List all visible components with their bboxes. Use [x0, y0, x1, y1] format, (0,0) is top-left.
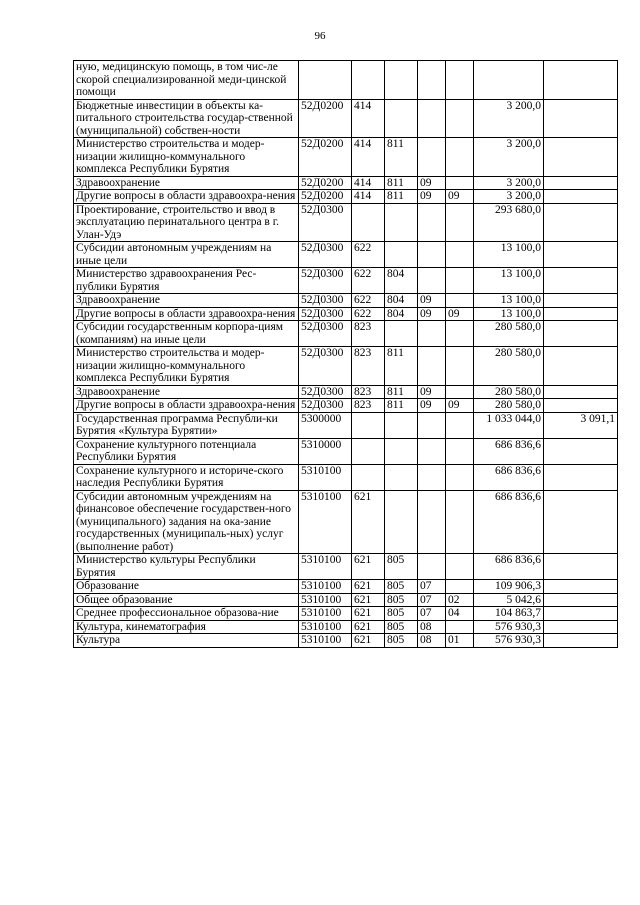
name-cell: Проектирование, строительство и ввод в эксплуатацию перинатального центра в г. Улан-Удэ: [74, 203, 299, 242]
amount-cell: 5 042,6: [474, 593, 544, 607]
extra-amount-cell: [544, 464, 618, 490]
expense-type-cell: 621: [352, 634, 385, 648]
expense-type-cell: 621: [352, 554, 385, 580]
table-row: [74, 99, 618, 138]
subsection-cell: 09: [446, 399, 474, 413]
table-row: [74, 321, 618, 347]
table-row: [74, 61, 618, 100]
extra-amount-cell: [544, 593, 618, 607]
table-row: [74, 607, 618, 621]
extra-amount-cell: [544, 203, 618, 242]
name-cell: Бюджетные инвестиции в объекты ка-питального строительства государ-ственной (муниципальной) собствен-ности: [74, 99, 299, 138]
amount-cell: 293 680,0: [474, 203, 544, 242]
amount-cell: 3 200,0: [474, 138, 544, 177]
expense-type-cell: 414: [352, 190, 385, 204]
section-cell: [418, 321, 446, 347]
extra-amount-cell: [544, 385, 618, 399]
amount-cell: 3 200,0: [474, 99, 544, 138]
extra-amount-cell: [544, 321, 618, 347]
department-cell: 811: [385, 385, 418, 399]
extra-amount-cell: [544, 490, 618, 554]
name-cell: Государственная программа Республи-ки Бурятия «Культура Бурятии»: [74, 412, 299, 438]
subsection-cell: [446, 620, 474, 634]
name-cell: Культура, кинематография: [74, 620, 299, 634]
section-cell: [418, 268, 446, 294]
department-cell: 804: [385, 307, 418, 321]
expense-type-cell: [352, 412, 385, 438]
subsection-cell: [446, 464, 474, 490]
subsection-cell: [446, 347, 474, 386]
subsection-cell: 02: [446, 593, 474, 607]
table-row: [74, 399, 618, 413]
target-code-cell: 52Д0300: [299, 321, 352, 347]
expense-type-cell: 621: [352, 580, 385, 594]
amount-cell: 13 100,0: [474, 268, 544, 294]
target-code-cell: 52Д0300: [299, 399, 352, 413]
table-row: [74, 438, 618, 464]
subsection-cell: [446, 138, 474, 177]
department-cell: 805: [385, 593, 418, 607]
extra-amount-cell: [544, 99, 618, 138]
table-row: [74, 580, 618, 594]
department-cell: [385, 203, 418, 242]
name-cell: Общее образование: [74, 593, 299, 607]
section-cell: [418, 347, 446, 386]
department-cell: [385, 99, 418, 138]
subsection-cell: [446, 580, 474, 594]
extra-amount-cell: [544, 399, 618, 413]
extra-amount-cell: [544, 607, 618, 621]
name-cell: Образование: [74, 580, 299, 594]
expense-type-cell: 622: [352, 268, 385, 294]
target-code-cell: 52Д0300: [299, 268, 352, 294]
name-cell: Сохранение культурного потенциала Республики Бурятия: [74, 438, 299, 464]
section-cell: 07: [418, 580, 446, 594]
expense-type-cell: [352, 203, 385, 242]
department-cell: [385, 412, 418, 438]
department-cell: [385, 242, 418, 268]
section-cell: [418, 61, 446, 100]
name-cell: ную, медицинскую помощь, в том чис-ле скорой специализированной меди-цинской помощи: [74, 61, 299, 100]
table-row: [74, 294, 618, 308]
extra-amount-cell: [544, 634, 618, 648]
table-row: [74, 464, 618, 490]
target-code-cell: 5310100: [299, 580, 352, 594]
table-row: [74, 307, 618, 321]
amount-cell: [474, 61, 544, 100]
target-code-cell: 52Д0300: [299, 203, 352, 242]
section-cell: 08: [418, 620, 446, 634]
section-cell: [418, 490, 446, 554]
subsection-cell: [446, 203, 474, 242]
department-cell: 804: [385, 268, 418, 294]
name-cell: Субсидии государственным корпора-циям (компаниям) на иные цели: [74, 321, 299, 347]
expense-type-cell: 622: [352, 307, 385, 321]
expense-type-cell: 823: [352, 385, 385, 399]
extra-amount-cell: [544, 138, 618, 177]
subsection-cell: [446, 242, 474, 268]
amount-cell: 686 836,6: [474, 464, 544, 490]
section-cell: [418, 554, 446, 580]
extra-amount-cell: [544, 580, 618, 594]
target-code-cell: 52Д0300: [299, 242, 352, 268]
target-code-cell: 5310100: [299, 607, 352, 621]
subsection-cell: 09: [446, 307, 474, 321]
target-code-cell: 52Д0200: [299, 138, 352, 177]
expense-type-cell: 414: [352, 176, 385, 190]
extra-amount-cell: [544, 620, 618, 634]
department-cell: 811: [385, 399, 418, 413]
subsection-cell: [446, 176, 474, 190]
page-number: 96: [314, 30, 326, 42]
department-cell: [385, 490, 418, 554]
subsection-cell: [446, 438, 474, 464]
table-row: [74, 268, 618, 294]
department-cell: 811: [385, 138, 418, 177]
table-row: [74, 203, 618, 242]
name-cell: Культура: [74, 634, 299, 648]
name-cell: Сохранение культурного и историче-ского наследия Республики Бурятия: [74, 464, 299, 490]
department-cell: 811: [385, 347, 418, 386]
target-code-cell: 5310100: [299, 620, 352, 634]
target-code-cell: 5310100: [299, 464, 352, 490]
amount-cell: 13 100,0: [474, 307, 544, 321]
amount-cell: 109 906,3: [474, 580, 544, 594]
target-code-cell: [299, 61, 352, 100]
subsection-cell: [446, 294, 474, 308]
expense-type-cell: [352, 61, 385, 100]
expense-type-cell: 823: [352, 399, 385, 413]
target-code-cell: 5310100: [299, 554, 352, 580]
target-code-cell: 52Д0200: [299, 176, 352, 190]
table-row: [74, 593, 618, 607]
amount-cell: 104 863,7: [474, 607, 544, 621]
expense-type-cell: 621: [352, 490, 385, 554]
expense-type-cell: [352, 438, 385, 464]
amount-cell: 13 100,0: [474, 242, 544, 268]
name-cell: Здравоохранение: [74, 176, 299, 190]
extra-amount-cell: [544, 307, 618, 321]
budget-table: [73, 60, 618, 648]
table-row: [74, 490, 618, 554]
department-cell: 804: [385, 294, 418, 308]
amount-cell: 280 580,0: [474, 399, 544, 413]
table-row: [74, 138, 618, 177]
expense-type-cell: 622: [352, 242, 385, 268]
subsection-cell: [446, 490, 474, 554]
amount-cell: 280 580,0: [474, 347, 544, 386]
department-cell: 805: [385, 620, 418, 634]
department-cell: [385, 464, 418, 490]
target-code-cell: 52Д0300: [299, 294, 352, 308]
name-cell: Субсидии автономным учреждениям на финансовое обеспечение государствен-ного (муниципального) задания на ока-зание государственных (муниципаль-ных) услуг (выполнение работ): [74, 490, 299, 554]
section-cell: [418, 138, 446, 177]
extra-amount-cell: [544, 438, 618, 464]
name-cell: Другие вопросы в области здравоохра-нения: [74, 307, 299, 321]
target-code-cell: 52Д0200: [299, 190, 352, 204]
target-code-cell: 52Д0300: [299, 385, 352, 399]
section-cell: [418, 242, 446, 268]
table-row: [74, 634, 618, 648]
subsection-cell: [446, 554, 474, 580]
target-code-cell: 5310100: [299, 490, 352, 554]
section-cell: [418, 99, 446, 138]
target-code-cell: 5310100: [299, 593, 352, 607]
table-row: [74, 620, 618, 634]
department-cell: 805: [385, 634, 418, 648]
extra-amount-cell: [544, 176, 618, 190]
subsection-cell: 09: [446, 190, 474, 204]
amount-cell: 1 033 044,0: [474, 412, 544, 438]
department-cell: 811: [385, 190, 418, 204]
subsection-cell: 04: [446, 607, 474, 621]
table-row: [74, 176, 618, 190]
subsection-cell: [446, 321, 474, 347]
target-code-cell: 52Д0300: [299, 307, 352, 321]
section-cell: [418, 203, 446, 242]
table-row: [74, 242, 618, 268]
target-code-cell: 5300000: [299, 412, 352, 438]
expense-type-cell: 823: [352, 321, 385, 347]
name-cell: Министерство строительства и модер-низации жилищно-коммунального комплекса Республики Бурятия: [74, 138, 299, 177]
name-cell: Другие вопросы в области здравоохра-нения: [74, 399, 299, 413]
name-cell: Министерство культуры Республики Бурятия: [74, 554, 299, 580]
department-cell: [385, 321, 418, 347]
subsection-cell: [446, 385, 474, 399]
expense-type-cell: 414: [352, 138, 385, 177]
subsection-cell: [446, 412, 474, 438]
department-cell: [385, 438, 418, 464]
section-cell: 09: [418, 294, 446, 308]
amount-cell: 13 100,0: [474, 294, 544, 308]
extra-amount-cell: 3 091,1: [544, 412, 618, 438]
extra-amount-cell: [544, 268, 618, 294]
name-cell: Здравоохранение: [74, 385, 299, 399]
target-code-cell: 5310100: [299, 634, 352, 648]
name-cell: Министерство здравоохранения Рес-публики Бурятия: [74, 268, 299, 294]
amount-cell: 686 836,6: [474, 438, 544, 464]
target-code-cell: 52Д0200: [299, 99, 352, 138]
name-cell: Среднее профессиональное образова-ние: [74, 607, 299, 621]
target-code-cell: 52Д0300: [299, 347, 352, 386]
department-cell: 805: [385, 607, 418, 621]
amount-cell: 3 200,0: [474, 176, 544, 190]
amount-cell: 686 836,6: [474, 554, 544, 580]
target-code-cell: 5310000: [299, 438, 352, 464]
name-cell: Здравоохранение: [74, 294, 299, 308]
amount-cell: 280 580,0: [474, 321, 544, 347]
table-row: [74, 347, 618, 386]
expense-type-cell: 622: [352, 294, 385, 308]
expense-type-cell: 621: [352, 620, 385, 634]
name-cell: Министерство строительства и модер-низации жилищно-коммунального комплекса Республики Бурятия: [74, 347, 299, 386]
section-cell: 09: [418, 385, 446, 399]
table-body: [74, 61, 618, 648]
amount-cell: 3 200,0: [474, 190, 544, 204]
amount-cell: 576 930,3: [474, 634, 544, 648]
section-cell: 07: [418, 607, 446, 621]
expense-type-cell: 823: [352, 347, 385, 386]
subsection-cell: [446, 61, 474, 100]
section-cell: 09: [418, 307, 446, 321]
subsection-cell: [446, 268, 474, 294]
section-cell: 08: [418, 634, 446, 648]
amount-cell: 280 580,0: [474, 385, 544, 399]
department-cell: 811: [385, 176, 418, 190]
expense-type-cell: 621: [352, 593, 385, 607]
section-cell: [418, 438, 446, 464]
section-cell: 09: [418, 399, 446, 413]
subsection-cell: 01: [446, 634, 474, 648]
table-row: [74, 190, 618, 204]
subsection-cell: [446, 99, 474, 138]
extra-amount-cell: [544, 61, 618, 100]
expense-type-cell: 621: [352, 607, 385, 621]
name-cell: Другие вопросы в области здравоохра-нения: [74, 190, 299, 204]
extra-amount-cell: [544, 294, 618, 308]
table-row: [74, 385, 618, 399]
table-row: [74, 554, 618, 580]
expense-type-cell: [352, 464, 385, 490]
extra-amount-cell: [544, 554, 618, 580]
name-cell: Субсидии автономным учреждениям на иные цели: [74, 242, 299, 268]
department-cell: 805: [385, 554, 418, 580]
section-cell: 07: [418, 593, 446, 607]
extra-amount-cell: [544, 242, 618, 268]
amount-cell: 686 836,6: [474, 490, 544, 554]
department-cell: 805: [385, 580, 418, 594]
section-cell: 09: [418, 190, 446, 204]
extra-amount-cell: [544, 190, 618, 204]
expense-type-cell: 414: [352, 99, 385, 138]
section-cell: 09: [418, 176, 446, 190]
table-row: [74, 412, 618, 438]
section-cell: [418, 464, 446, 490]
extra-amount-cell: [544, 347, 618, 386]
amount-cell: 576 930,3: [474, 620, 544, 634]
department-cell: [385, 61, 418, 100]
section-cell: [418, 412, 446, 438]
